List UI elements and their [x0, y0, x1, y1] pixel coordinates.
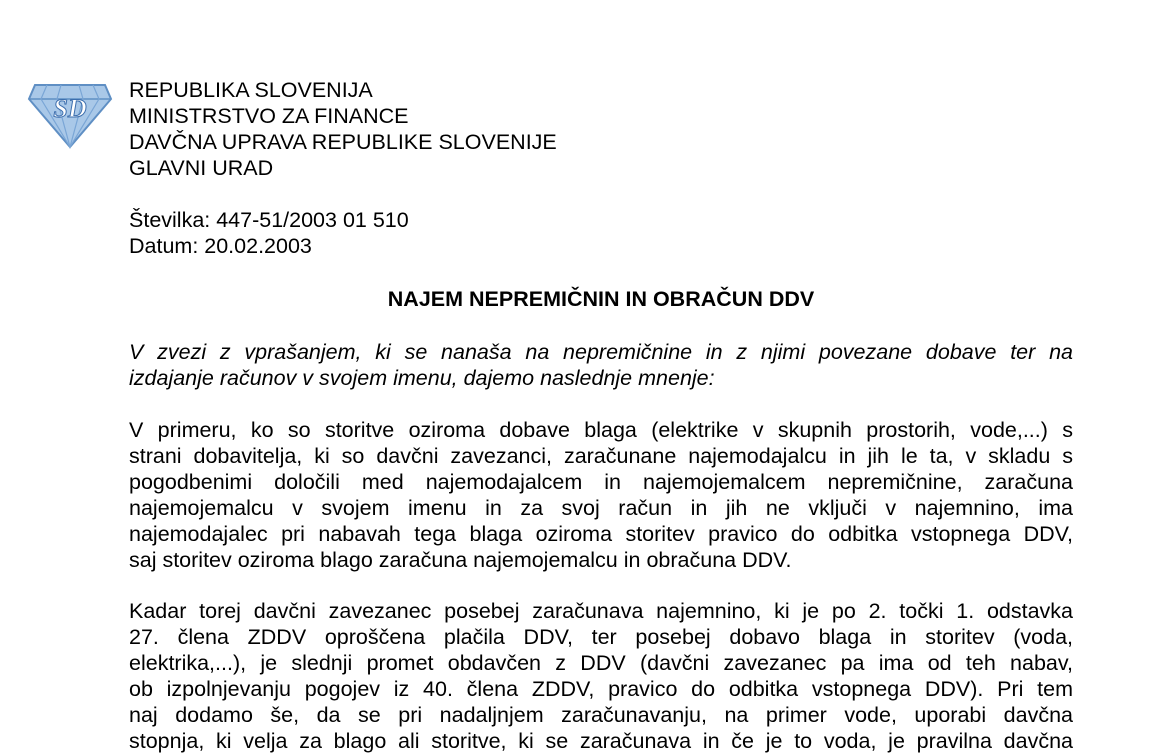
intro-paragraph: [129, 339, 1073, 391]
paragraph-line: Kadar torej davčni zavezanec posebej zaračunava najemnino, ki je po 2. točki 1. odstavka: [129, 599, 1073, 623]
intro-line: izdajanje računov v svojem imenu, dajemo naslednje mnenje:: [129, 366, 715, 390]
document-title: NAJEM NEPREMIČNIN IN OBRAČUN DDV: [387, 287, 815, 311]
header-line-tax-admin: DAVČNA UPRAVA REPUBLIKE SLOVENIJE: [129, 130, 557, 154]
svg-text:SD: SD: [53, 94, 87, 123]
body-paragraph-2: [129, 598, 1073, 754]
paragraph-line: elektrika,...), je slednji promet obdavčen z DDV (davčni zavezanec pa ima od teh nabav,: [129, 651, 1073, 675]
document-number: Številka: 447-51/2003 01 510: [129, 208, 409, 232]
paragraph-line: stopnja, ki velja za blago ali storitve, ki se zaračunava in če je to voda, je pravilna davčna: [129, 729, 1073, 753]
paragraph-line: V primeru, ko so storitve oziroma dobave blaga (elektrike v skupnih prostorih, vode,...) s: [129, 418, 1073, 442]
paragraph-line: strani dobavitelja, ki so davčni zavezanci, zaračunane najemodajalcu in jih le ta, v skladu s: [129, 444, 1073, 468]
paragraph-line: najemodajalec pri nabavah tega blaga oziroma storitev pravico do odbitka vstopnega DDV,: [129, 522, 1073, 546]
paragraph-line: pogodbenimi določili med najemodajalcem in najemojemalcem nepremičnine, zaračuna: [129, 470, 1073, 494]
header-line-ministry: MINISTRSTVO ZA FINANCE: [129, 104, 409, 128]
document-date: Datum: 20.02.2003: [129, 234, 312, 258]
paragraph-line: saj storitev oziroma blago zaračuna najemojemalcu in obračuna DDV.: [129, 548, 792, 572]
paragraph-line: 27. člena ZDDV oproščena plačila DDV, ter posebej dobavo blaga in storitev (voda,: [129, 625, 1073, 649]
institution-header: [129, 77, 557, 181]
paragraph-line: najemojemalcu v svojem imenu in za svoj račun in jih ne vključi v najemnino, ima: [129, 496, 1073, 520]
paragraph-line: ob izpolnjevanju pogojev iz 40. člena ZDDV, pravico do odbitka vstopnega DDV). Pri tem: [129, 677, 1073, 701]
intro-line: V zvezi z vprašanjem, ki se nanaša na nepremičnine in z njimi povezane dobave ter na: [129, 340, 1073, 364]
diamond-logo-icon: [27, 77, 113, 149]
paragraph-line: naj dodamo še, da se pri nadaljnjem zaračunavanju, na primer vode, uporabi davčna: [129, 703, 1073, 727]
durs-logo: [27, 77, 113, 149]
header-line-republic: REPUBLIKA SLOVENIJA: [129, 78, 373, 102]
body-paragraph-1: [129, 417, 1073, 573]
header-line-office: GLAVNI URAD: [129, 156, 274, 180]
document-meta: [129, 207, 409, 259]
